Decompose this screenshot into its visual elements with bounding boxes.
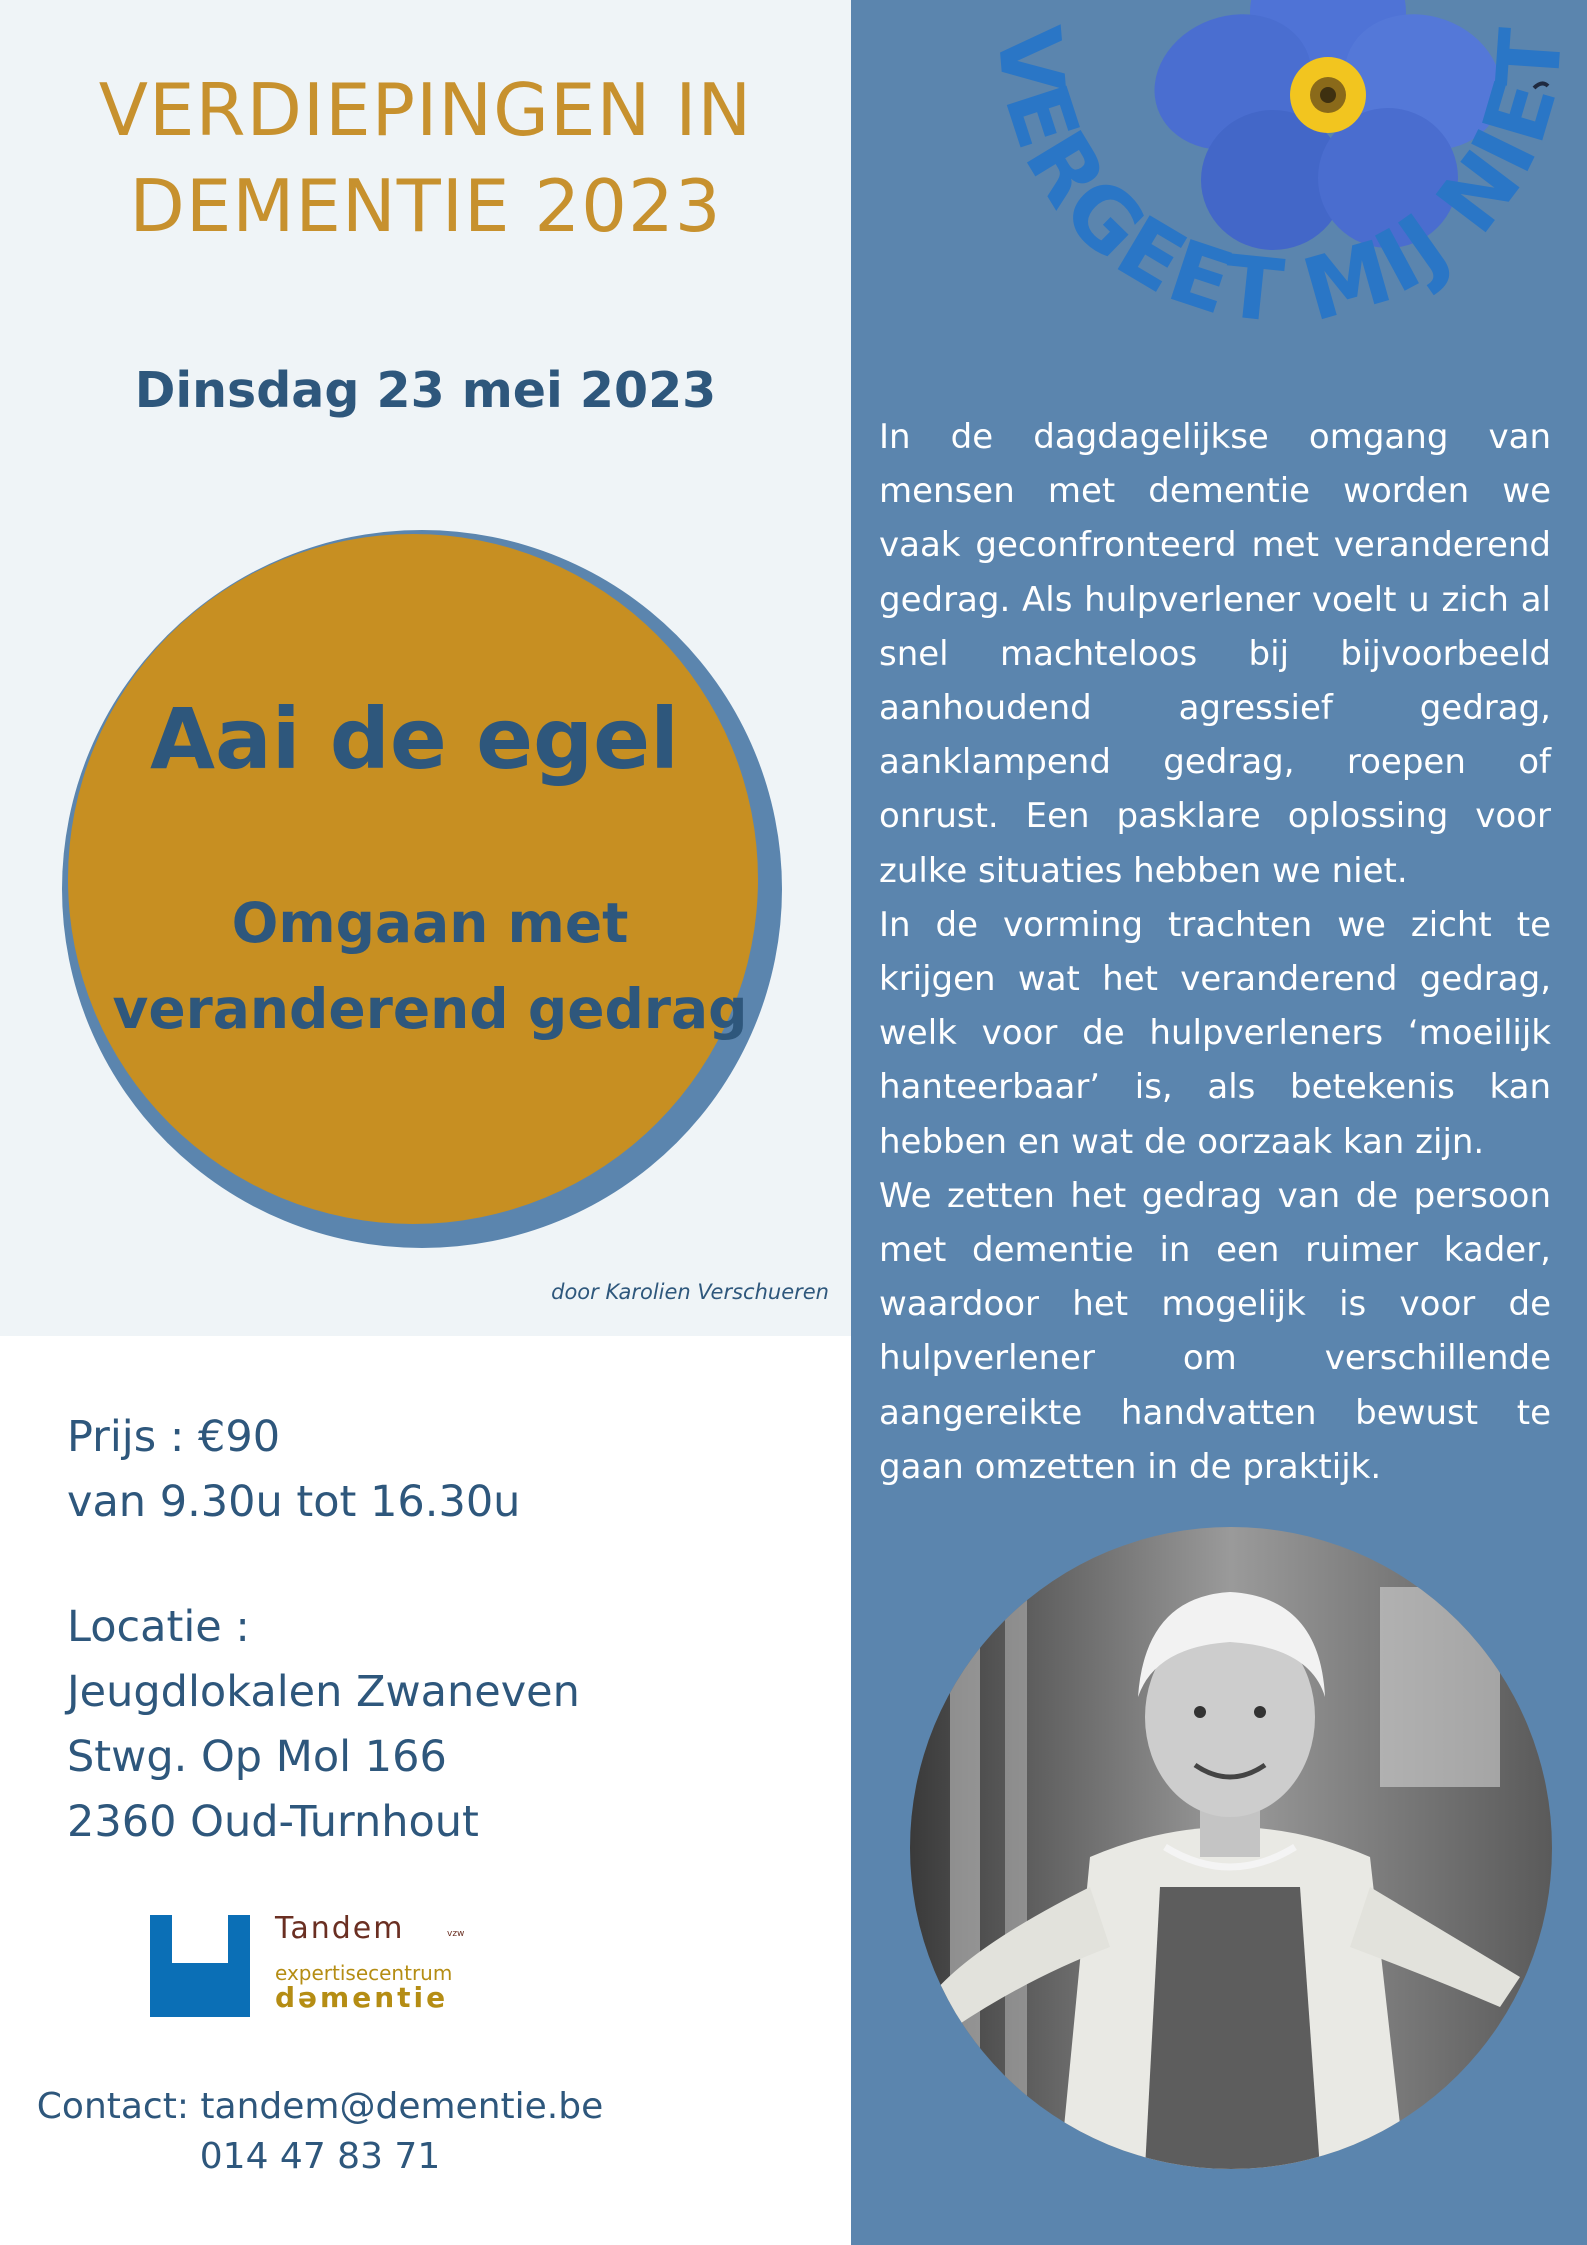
badge-text: VERGEET MIJ NIET <box>977 22 1583 343</box>
logo-suffix: vzw <box>447 1929 465 1939</box>
elderly-woman-photo <box>910 1527 1552 2169</box>
topic-title: Aai de egel <box>150 690 679 788</box>
description-text <box>879 410 1551 1494</box>
description-paragraph-3: We zetten het gedrag van de persoon met dementie in een ruimer kader, waardoor het mogelijk is voor de hulpverlener om verschillende aangereikte handvatten bewust te gaan omzetten in de praktijk. <box>879 1175 1551 1487</box>
title-line-1: VERDIEPINGEN IN <box>98 68 753 152</box>
tandem-logo <box>150 1911 480 2023</box>
logo-line-1: expertisecentrum <box>275 1961 453 1985</box>
logo-name: Tandem <box>275 1911 405 1946</box>
page-title <box>0 62 851 254</box>
price-text: Prijs : €90 <box>67 1412 281 1462</box>
street-text: Stwg. Op Mol 166 <box>67 1732 447 1782</box>
svg-text:VERGEET MIJ NIET <box>977 22 1582 342</box>
contact-email[interactable]: Contact: tandem@dementie.be <box>36 2086 604 2127</box>
title-line-2: DEMENTIE 2023 <box>129 164 722 248</box>
logo-line-2: dəmentie <box>275 1981 449 2014</box>
topic-circle <box>68 534 758 1224</box>
description-paragraph-2: In de vorming trachten we zicht te krijgen wat het veranderend gedrag, welk voor de hulpverleners ‘moeilijk hanteerbaar’ is, als betekenis kan hebben en wat de oorzaak kan zijn. <box>879 904 1551 1162</box>
city-text: 2360 Oud-Turnhout <box>67 1797 479 1847</box>
author-credit: door Karolien Verschueren <box>551 1280 829 1304</box>
vergeet-mij-niet-badge <box>960 0 1587 380</box>
subtitle-line-2: veranderend gedrag <box>112 977 748 1041</box>
topic-subtitle <box>110 880 750 1052</box>
subtitle-line-1: Omgaan met <box>231 891 629 955</box>
location-label: Locatie : <box>67 1602 250 1652</box>
time-text: van 9.30u tot 16.30u <box>67 1477 521 1527</box>
description-paragraph-1: In de dagdagelijkse omgang van mensen met dementie worden we vaak geconfronteerd met veranderend gedrag. Als hulpverlener voelt u zich al snel machteloos bij bijvoorbeeld aanhoudend agressief gedrag, aanklampend gedrag, roepen of onrust. Een pasklare oplossing voor zulke situaties hebben we niet. <box>879 417 1551 891</box>
venue-text: Jeugdlokalen Zwaneven <box>67 1667 580 1717</box>
logo-mark-icon <box>150 1915 250 2017</box>
contact-block <box>0 2082 640 2182</box>
event-date: Dinsdag 23 mei 2023 <box>134 362 717 419</box>
contact-phone[interactable]: 014 47 83 71 <box>199 2136 441 2177</box>
